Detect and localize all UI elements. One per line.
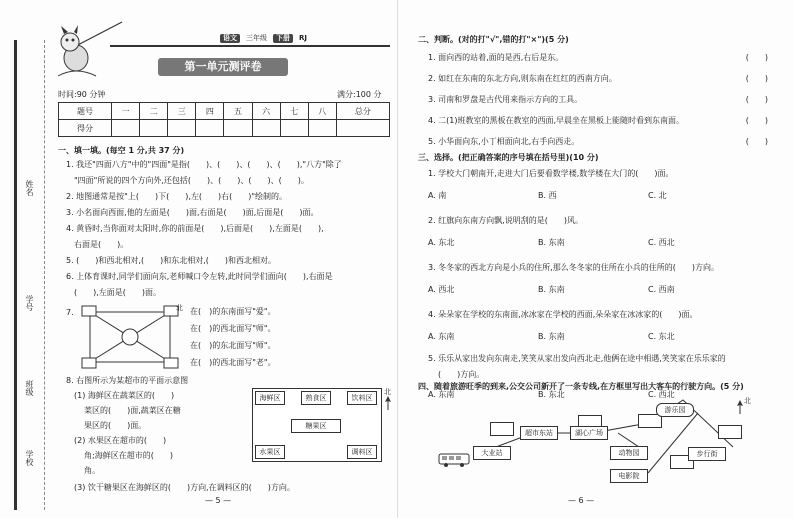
score-table-header: 六: [252, 103, 280, 120]
score-cell[interactable]: [252, 120, 280, 137]
question-line: ( ),左面是( )面。: [74, 288, 162, 297]
judge-item: 5. 小华面向东,小丁相面向北,右手向西走。 ( ): [428, 136, 768, 157]
section1-title: 一、填一填。(每空 1 分,共 37 分): [58, 146, 185, 155]
score-cell[interactable]: [280, 120, 308, 137]
binding-label-class: 班级: [25, 380, 34, 396]
tag-subject: 语文: [220, 34, 240, 43]
score-table-header: 二: [140, 103, 168, 120]
judge-item: 1. 面向西的站着,面的是西,右后是东。 ( ): [428, 52, 768, 73]
option-a[interactable]: A. 东南: [428, 390, 455, 399]
option-b[interactable]: B. 东北: [538, 390, 565, 399]
map-cell-fruit: 水果区: [255, 445, 285, 459]
section4-title: 四、随着旅游旺季的到来,公交公司新开了一条专线,在方框里写出大客车的行驶方向。(5 分): [418, 382, 744, 391]
section3-questions: [428, 168, 778, 400]
question-line: 4. 黄昏时,当你面对太阳时,你的前面是( ),后面是( ),左面是( ),: [66, 224, 324, 233]
option-a[interactable]: A. 南: [428, 191, 447, 200]
place-zoo: 动物园: [610, 446, 648, 460]
option-b[interactable]: B. 东南: [538, 285, 565, 294]
place-cinema: 电影院: [610, 469, 648, 483]
score-table-header: 七: [280, 103, 308, 120]
score-table-header: 五: [224, 103, 252, 120]
right-page: [398, 0, 794, 518]
answer-bracket[interactable]: ( ): [745, 116, 768, 125]
score-cell[interactable]: [308, 120, 336, 137]
option-c[interactable]: C. 北: [648, 191, 667, 200]
score-table: [58, 102, 390, 137]
q7-north-label: 北: [176, 304, 183, 312]
q8-line: 果区的( )面。: [84, 421, 147, 430]
question-line: "四面"所说的四个方向外,还包括( )、( )、( )、( )。: [74, 176, 309, 185]
score-table-header: 题号: [59, 103, 112, 120]
section3-title: 三、选择。(把正确答案的序号填在括号里)(10 分): [418, 153, 599, 162]
cartoon-cat-icon: [52, 18, 124, 80]
score-table-header: 三: [168, 103, 196, 120]
q8-title: 8. 右图所示为某超市的平面示意图: [66, 376, 189, 385]
option-c[interactable]: C. 西南: [648, 285, 675, 294]
score-row-label: 得分: [59, 120, 112, 137]
direction-answer-box[interactable]: [490, 422, 514, 436]
map-cell-seasoning: 调料区: [347, 445, 377, 459]
map-north-label: 北: [384, 388, 391, 396]
q7-item: 在( )的东南面写"爱"。: [190, 307, 276, 316]
option-b[interactable]: B. 东南: [538, 332, 565, 341]
place-chaoshi: 超市东站: [520, 426, 558, 440]
q8-line: (3) 饮干糖果区在海鲜区的( )方向,在调料区的( )方向。: [74, 483, 295, 492]
q8-line: (2) 水果区在超市的( ): [74, 436, 167, 445]
q7-items: [190, 306, 276, 374]
score-table-header: 总分: [336, 103, 389, 120]
choice-question: 1. 学校大门朝南开,走进大门后要看数学楼,数学楼在大门的( )面。 A. 南 B. 西 C. 北: [428, 169, 674, 200]
score-table-header: 四: [196, 103, 224, 120]
q8-line: 菜区的( )面,蔬菜区在糖: [84, 406, 181, 415]
map-cell-candy: 糖果区: [291, 419, 341, 433]
tag-volume: 下册: [273, 34, 293, 43]
section1-body: [66, 159, 391, 303]
q8-lines: [74, 390, 252, 480]
place-huxin: 湖心广场: [570, 426, 608, 440]
choice-question: 5. 乐乐从家出发向东南走,笑笑从家出发向西北走,他俩在途中相遇,笑笑家在乐乐家的 ( )方向。 A. 东南 B. 东北 C. 西北: [428, 354, 726, 399]
option-a[interactable]: A. 西北: [428, 285, 455, 294]
page-number-left: — 5 —: [205, 496, 232, 505]
page-number-right: — 6 —: [568, 496, 595, 505]
score-cell[interactable]: [224, 120, 252, 137]
score-table-header: 一: [112, 103, 140, 120]
choice-question: 2. 红旗向东南方向飘,说明刮的是( )风。 A. 东北 B. 东南 C. 西北: [428, 216, 675, 247]
tag-grade: 三年级: [246, 34, 267, 42]
place-buxingjie: 步行街: [688, 447, 726, 461]
option-a[interactable]: A. 东南: [428, 332, 455, 341]
supermarket-map: [252, 388, 382, 462]
q7-item: 在( )的西北面写"师"。: [190, 324, 276, 333]
option-c[interactable]: C. 西北: [648, 238, 675, 247]
q7-item: 在( )的西北面写"老"。: [190, 358, 276, 367]
route-north-label: 北: [744, 397, 751, 405]
judge-item: 4. 二(1)班教室的黑板在教室的西面,早晨坐在黑板上能随时看到东南面。 ( ): [428, 115, 768, 136]
score-cell[interactable]: [196, 120, 224, 137]
q7-label: 7.: [66, 308, 74, 317]
q8-line: 角。: [84, 466, 100, 475]
score-cell[interactable]: [140, 120, 168, 137]
full-score: 满分:100 分: [337, 90, 382, 99]
answer-bracket[interactable]: ( ): [745, 137, 768, 146]
judge-item: 3. 司南和罗盘是古代用来指示方向的工具。 ( ): [428, 94, 768, 115]
map-cell-deli: 熟食区: [301, 391, 331, 405]
question-line: 2. 地图通常是按"上( )下( ),左( )右( )"绘制的。: [66, 192, 288, 201]
north-arrow-icon: [736, 400, 744, 414]
option-c[interactable]: C. 东北: [648, 332, 675, 341]
bus-icon: [438, 452, 472, 468]
score-cell[interactable]: [168, 120, 196, 137]
header-rule: [110, 45, 390, 47]
judge-item: 2. 如红在东南的东北方向,则东南在红红的西南方向。 ( ): [428, 73, 768, 94]
binding-strip: [4, 40, 45, 510]
option-b[interactable]: B. 东南: [538, 238, 565, 247]
answer-bracket[interactable]: ( ): [745, 53, 768, 62]
question-line: 1. 我还"四面八方"中的"四面"是指( )、( )、( )、( ),"八方"除了: [66, 160, 342, 169]
section2-items: [428, 52, 768, 157]
place-youlechang: 游乐园: [656, 403, 694, 417]
option-b[interactable]: B. 西: [538, 191, 557, 200]
option-c[interactable]: C. 西北: [648, 390, 675, 399]
north-arrow-icon: [384, 396, 392, 410]
place-dayezhan: 大业站: [473, 446, 511, 460]
tag-edition: RJ: [299, 34, 307, 42]
question-line: 右面是( )。: [74, 240, 129, 249]
binding-label-school: 学校: [25, 450, 34, 466]
choice-question: 3. 冬冬家的西北方向是小兵的住所,那么冬冬家的住所在小兵的住所的( )方向。 A. 西北 B. 东南 C. 西南: [428, 263, 719, 294]
question-line: 5. ( )和西北相对,( )和东北相对,( )和西北相对。: [66, 256, 276, 265]
answer-bracket[interactable]: ( ): [745, 95, 768, 104]
option-a[interactable]: A. 东北: [428, 238, 455, 247]
header-tags: [220, 34, 307, 43]
choice-question: 4. 朵朵家在学校的东南面,冰冰家在学校的西面,朵朵家在冰冰家的( )面。 A. 东南 B. 东南 C. 东北: [428, 310, 698, 341]
question-line: 3. 小名面向西面,他的左面是( )面,右面是( )面,后面是( )面。: [66, 208, 319, 217]
q7-diagram: [80, 304, 180, 372]
direction-answer-box[interactable]: [718, 425, 742, 439]
page-title: 第一单元测评卷: [158, 58, 288, 76]
answer-bracket[interactable]: ( ): [745, 74, 768, 83]
score-cell[interactable]: [112, 120, 140, 137]
binding-label-name: 姓名: [25, 180, 34, 196]
bus-route-lines: [438, 395, 768, 490]
map-cell-seafood: 海鲜区: [255, 391, 285, 405]
binding-label-number: 学号: [25, 295, 34, 311]
exam-time: 时间:90 分钟: [58, 90, 106, 99]
q8-line: 角;海鲜区在超市的( ): [84, 451, 173, 460]
score-cell[interactable]: [336, 120, 389, 137]
q8-line: (1) 海鲜区在蔬菜区的( ): [74, 391, 175, 400]
score-table-header: 八: [308, 103, 336, 120]
q7-item: 在( )的东北面写"师"。: [190, 341, 276, 350]
section2-title: 二、判断。(对的打"√",错的打"×")(5 分): [418, 35, 569, 44]
question-line: 6. 上体育课时,同学们面向东,老师喊口令左转,此时同学们面向( ),右面是: [66, 272, 333, 281]
map-cell-drinks: 饮料区: [347, 391, 377, 405]
